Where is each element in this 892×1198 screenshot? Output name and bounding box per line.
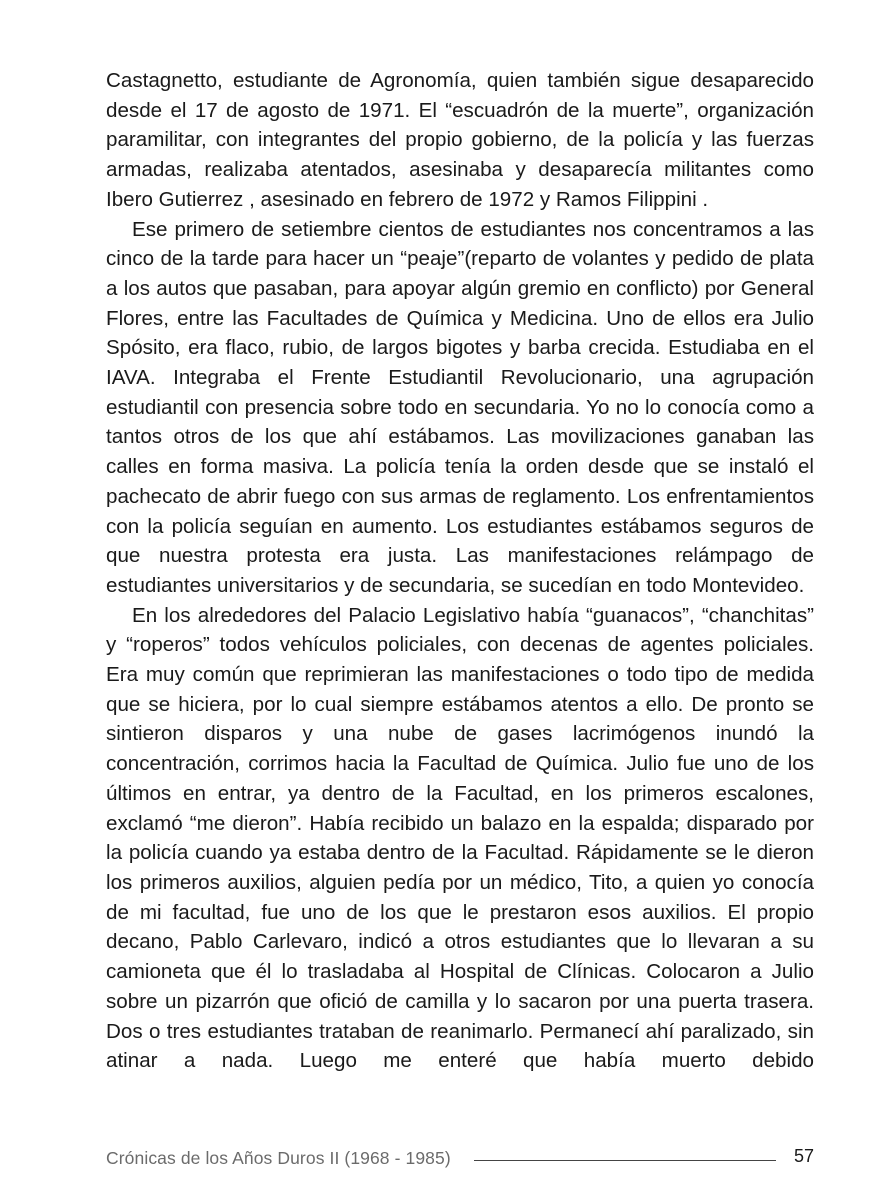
page-number: 57 xyxy=(793,1146,814,1166)
footer-rule-line xyxy=(474,1160,776,1161)
paragraph-1: Castagnetto, estudiante de Agronomía, quien también sigue desaparecido desde el 17 de agosto de 1971. El “escuadrón de la muerte”, organización paramilitar, con integrantes del propio gobierno, de la policía y las fuerzas armadas, realizaba atentados, asesinaba y desaparecía militantes como Ibero Gutierrez , asesinado en febrero de 1972 y Ramos Filippini . xyxy=(106,69,814,211)
page-body xyxy=(106,66,814,1076)
paragraph-3: En los alrededores del Palacio Legislativo había “guanacos”, “chanchitas” y “roperos” todos vehículos policiales, con decenas de agentes policiales. Era muy común que reprimieran las manifestaciones o todo tipo de medida que se hiciera, por lo cual siempre estábamos atentos a ello. De pronto se sintieron disparos y una nube de gases lacrimógenos inundó la concentración, corrimos hacia la Facultad de Química. Julio fue uno de los últimos en entrar, ya dentro de la Facultad, en los primeros escalones, exclamó “me dieron”. Había recibido un balazo en la espalda; disparado por la policía cuando ya estaba dentro de la Facultad. Rápidamente se le dieron los primeros auxilios, alguien pedía por un médico, Tito, a quien yo conocía de mi facultad, fue uno de los que le prestaron esos auxilios. El propio decano, Pablo Carlevaro, indicó a otros estudiantes que lo llevaran a su camioneta que él lo trasladaba al Hospital de Clínicas. Colocaron a Julio sobre un pizarrón que ofició de camilla y lo sacaron por una puerta trasera. Dos o tres estudiantes trataban de reanimarlo. Permanecí ahí paralizado, sin atinar a nada. Luego me enteré que había muerto debido xyxy=(106,603,814,1073)
paragraph-2: Ese primero de setiembre cientos de estudiantes nos concentramos a las cinco de la tarde para hacer un “peaje”(reparto de volantes y pedido de plata a los autos que pasaban, para apoyar algún gremio en conflicto) por General Flores, entre las Facultades de Química y Medicina. Uno de ellos era Julio Spósito, era flaco, rubio, de largos bigotes y barba crecida. Estudiaba en el IAVA. Integraba el Frente Estudiantil Revolucionario, una agrupación estudiantil con presencia sobre todo en secundaria. Yo no lo conocía como a tantos otros de los que ahí estábamos. Las movilizaciones ganaban las calles en forma masiva. La policía tenía la orden desde que se instaló el pachecato de abrir fuego con sus armas de reglamento. Los enfrentamientos con la policía seguían en aumento. Los estudiantes estábamos seguros de que nuestra protesta era justa. Las manifestaciones relámpago de estudiantes universitarios y de secundaria, se sucedían en todo Montevideo. xyxy=(106,217,814,597)
running-footer-title: Crónicas de los Años Duros II (1968 - 1985) xyxy=(106,1148,451,1168)
page-footer xyxy=(106,1146,814,1170)
